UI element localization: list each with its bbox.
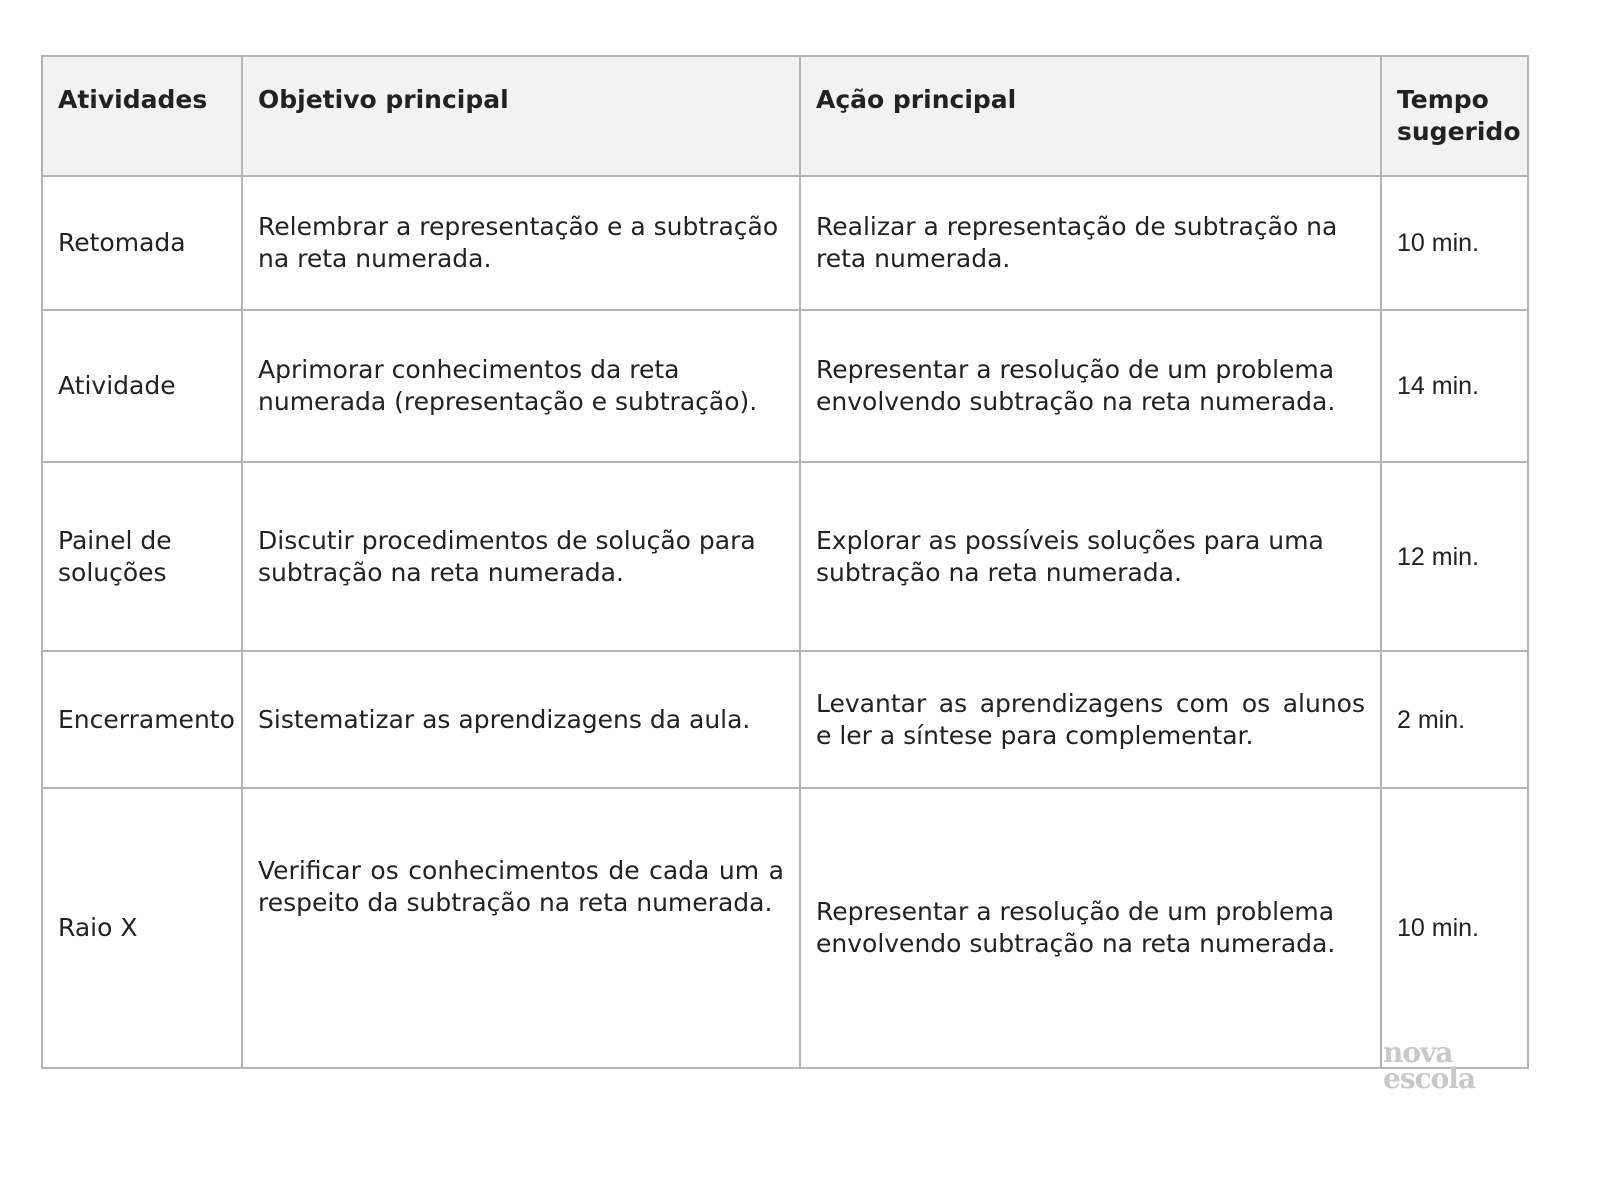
- cell-objetivo: Relembrar a representação e a subtração na reta numerada.: [242, 176, 800, 310]
- cell-tempo: 2 min.: [1381, 651, 1528, 788]
- cell-tempo: 10 min.: [1381, 176, 1528, 310]
- logo-line-nova: nova: [1383, 1036, 1453, 1069]
- lesson-plan-table: [41, 55, 1529, 1069]
- table-header-row: [42, 56, 1528, 176]
- cell-atividade: Encerramento: [42, 651, 242, 788]
- header-objetivo: Objetivo principal: [242, 56, 800, 176]
- table-row: [42, 310, 1528, 462]
- cell-acao: Realizar a representação de subtração na reta numerada.: [800, 176, 1381, 310]
- cell-atividade: Atividade: [42, 310, 242, 462]
- cell-objetivo: Aprimorar conhecimentos da reta numerada (representação e subtração).: [242, 310, 800, 462]
- nova-escola-logo: [1383, 1036, 1476, 1095]
- cell-tempo: 12 min.: [1381, 462, 1528, 651]
- logo-line-escola: escola: [1383, 1062, 1476, 1095]
- cell-atividade: Painel de soluções: [42, 462, 242, 651]
- cell-objetivo: Sistematizar as aprendizagens da aula.: [242, 651, 800, 788]
- cell-acao: Explorar as possíveis soluções para uma subtração na reta numerada.: [800, 462, 1381, 651]
- table-row: [42, 651, 1528, 788]
- cell-objetivo: Discutir procedimentos de solução para subtração na reta numerada.: [242, 462, 800, 651]
- header-tempo: Tempo sugerido: [1381, 56, 1528, 176]
- cell-atividade: Retomada: [42, 176, 242, 310]
- header-atividades: Atividades: [42, 56, 242, 176]
- cell-acao: Representar a resolução de um problema envolvendo subtração na reta numerada.: [800, 310, 1381, 462]
- cell-atividade: Raio X: [42, 788, 242, 1068]
- header-acao: Ação principal: [800, 56, 1381, 176]
- cell-tempo: 14 min.: [1381, 310, 1528, 462]
- table-row: [42, 462, 1528, 651]
- table-row: [42, 788, 1528, 1068]
- cell-tempo: 10 min.: [1381, 788, 1528, 1068]
- cell-objetivo: Verificar os conhecimentos de cada um a respeito da subtração na reta numerada.: [242, 788, 800, 1068]
- table-row: [42, 176, 1528, 310]
- cell-acao: Representar a resolução de um problema envolvendo subtração na reta numerada.: [800, 788, 1381, 1068]
- cell-acao: Levantar as aprendizagens com os alunos e ler a síntese para complementar.: [800, 651, 1381, 788]
